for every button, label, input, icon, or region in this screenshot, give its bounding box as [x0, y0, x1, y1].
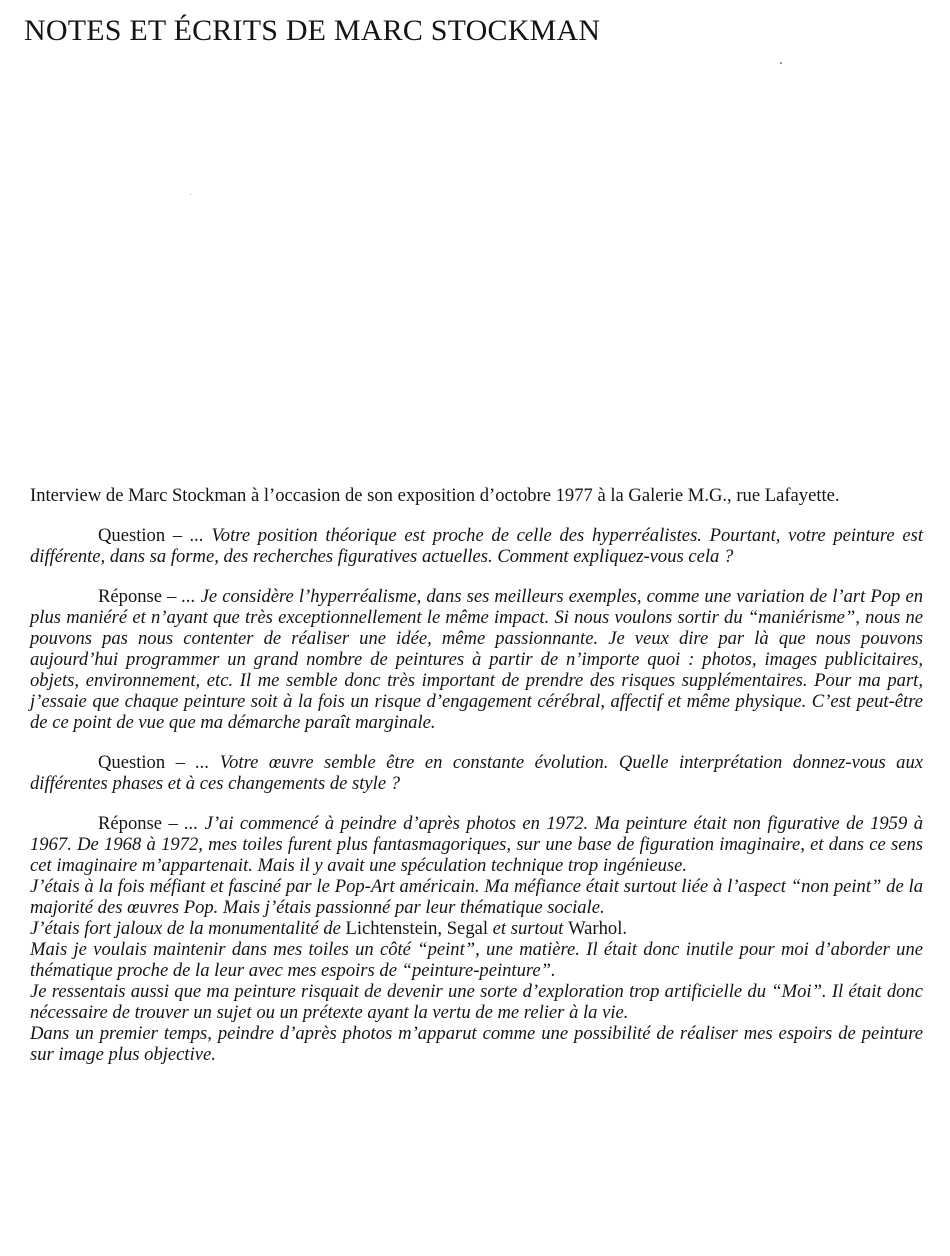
- question-label: Question –: [98, 752, 196, 773]
- answer-text: J’étais fort jaloux de la monumentalité de: [30, 918, 346, 939]
- answer-1: [30, 586, 923, 733]
- answer-label: Réponse –: [98, 813, 185, 834]
- answer-paragraph: Mais je voulais maintenir dans mes toiles un côté “peint”, une matière. Il était donc inutile pour moi d’aborder une thématique proche de la leur avec mes espoirs de “peinture-peinture”.: [30, 939, 923, 981]
- interview-body: [30, 485, 923, 1065]
- question-2: [30, 752, 923, 794]
- answer-paragraph: Je ressentais aussi que ma peinture risquait de devenir une sorte d’exploration trop artificielle du “Moi”. Il était donc nécessaire de trouver un sujet ou un prétexte ayant la vertu de me relier à la vie.: [30, 981, 923, 1023]
- dust-speck: [780, 62, 782, 64]
- question-label: Question –: [98, 525, 190, 546]
- answer-text: et surtout: [488, 918, 569, 939]
- answer-paragraph: Dans un premier temps, peindre d’après photos m’apparut comme une possibilité de réaliser mes espoirs de peinture sur image plus objective.: [30, 1023, 923, 1065]
- artist-names: Lichtenstein, Segal: [345, 918, 489, 939]
- answer-paragraph: [30, 918, 923, 939]
- page-title: NOTES ET ÉCRITS DE MARC STOCKMAN: [24, 14, 601, 47]
- dust-speck: [190, 194, 191, 195]
- question-1: [30, 525, 923, 567]
- answer-2: [30, 813, 923, 876]
- intro-paragraph: Interview de Marc Stockman à l’occasion de son exposition d’octobre 1977 à la Galerie M.G., rue Lafayette.: [30, 485, 840, 506]
- question-text: ... Votre position théorique est proche de celle des hyperréalistes. Pourtant, votre peinture est différente, dans sa forme, des recherches figuratives actuelles. Comment expliquez-vous cela ?: [30, 525, 923, 567]
- answer-label: Réponse –: [98, 586, 182, 607]
- answer-text: ... Je considère l’hyperréalisme, dans ses meilleurs exemples, comme une variation de l’art Pop en plus maniéré et n’ayant que très exceptionnellement le même impact. Si nous voulons sortir du “maniérisme”, nous ne pouvons pas nous contenter de réaliser une idée, même passionnante. Je veux dire par là que nous pouvons aujourd’hui programmer un grand nombre de peintures à partir de n’importe quoi : photos, images publicitaires, objets, environnement, etc. Il me semble donc très important de prendre des risques supplémentaires. Pour ma part, j’essaie que chaque peinture soit à la fois un risque d’engagement cérébral, affectif et même physique. C’est peut-être de ce point de vue que ma démarche paraît marginale.: [30, 586, 924, 733]
- answer-paragraph: J’étais à la fois méfiant et fasciné par le Pop-Art américain. Ma méfiance était surtout liée à l’aspect “non peint” de la majorité des œuvres Pop. Mais j’étais passionné par leur thématique sociale.: [30, 876, 923, 918]
- artist-name: Warhol.: [568, 918, 628, 939]
- question-text: ... Votre œuvre semble être en constante évolution. Quelle interprétation donnez-vous aux différentes phases et à ces changements de style ?: [30, 752, 923, 794]
- answer-text: ... J’ai commencé à peindre d’après photos en 1972. Ma peinture était non figurative de 1959 à 1967. De 1968 à 1972, mes toiles furent plus fantasmagoriques, sur une base de figuration imaginaire, et dans ce sens cet imaginaire m’appartenait. Mais il y avait une spéculation technique trop ingénieuse.: [30, 813, 923, 876]
